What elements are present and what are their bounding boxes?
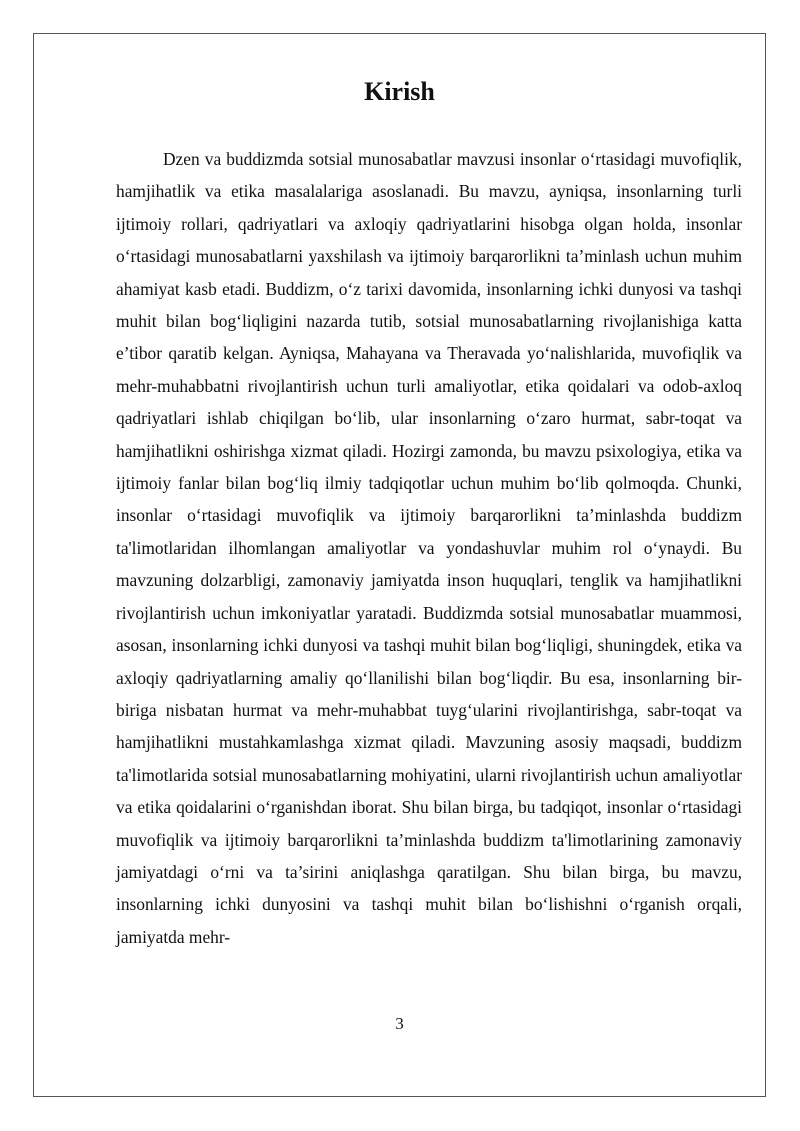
page-title: Kirish xyxy=(364,77,435,106)
body-paragraph: Dzen va buddizmda sotsial munosabatlar mavzusi insonlar o‘rtasidagi muvofiqlik, hamjihatlik va etika masalalariga asoslanadi. Bu mavzu, ayniqsa, insonlarning turli ijtimoiy rollari, qadriyatlari va axloqiy qadriyatlarini hisobga olgan holda, insonlar o‘rtasidagi munosabatlarni yaxshilash va ijtimoiy barqarorlikni ta’minlash uchun muhim ahamiyat kasb etadi. Buddizm, o‘z tarixi davomida, insonlarning ichki dunyosi va tashqi muhit bilan bog‘liqligini nazarda tutib, sotsial munosabatlarning rivojlanishiga katta e’tibor qaratib kelgan. Ayniqsa, Mahayana va Theravada yo‘nalishlarida, muvofiqlik va mehr-muhabbatni rivojlantirish uchun turli amaliyotlar, etika qoidalari va odob-axloq qadriyatlari ishlab chiqilgan bo‘lib, ular insonlarning o‘zaro hurmat, sabr-toqat va hamjihatlikni oshirishga xizmat qiladi. Hozirgi zamonda, bu mavzu psixologiya, etika va ijtimoiy fanlar bilan bog‘liq ilmiy tadqiqotlar uchun muhim bo‘lib qolmoqda. Chunki, insonlar o‘rtasidagi muvofiqlik va ijtimoiy barqarorlikni ta’minlashda buddizm ta'limotlaridan ilhomlangan amaliyotlar va yondashuvlar muhim rol o‘ynaydi. Bu mavzuning dolzarbligi, zamonaviy jamiyatda inson huquqlari, tenglik va hamjihatlikni rivojlantirish uchun imkoniyatlar yaratadi. Buddizmda sotsial munosabatlar muammosi, asosan, insonlarning ichki dunyosi va tashqi muhit bilan bog‘liqligi, shuningdek, etika va axloqiy qadriyatlarning amaliy qo‘llanilishi bilan bog‘liqdir. Bu esa, insonlarning bir-biriga nisbatan hurmat va mehr-muhabbat tuyg‘ularini rivojlantirishga, sabr-toqat va hamjihatlikni mustahkamlashga xizmat qiladi. Mavzuning asosiy maqsadi, buddizm ta'limotlarida sotsial munosabatlarning mohiyatini, ularni rivojlantirish uchun amaliyotlar va etika qoidalarini o‘rganishdan iborat. Shu bilan birga, bu tadqiqot, insonlar o‘rtasidagi muvofiqlik va ijtimoiy barqarorlikni ta’minlashda buddizm ta'limotlarining zamonaviy jamiyatdagi o‘rni va ta’sirini aniqlashga qaratilgan. Shu bilan birga, bu mavzu, insonlarning ichki dunyosini va tashqi muhit bilan bo‘lishishni o‘rganish orqali, jamiyatda mehr- xyxy=(116,149,742,947)
page-number: 3 xyxy=(395,1014,404,1033)
